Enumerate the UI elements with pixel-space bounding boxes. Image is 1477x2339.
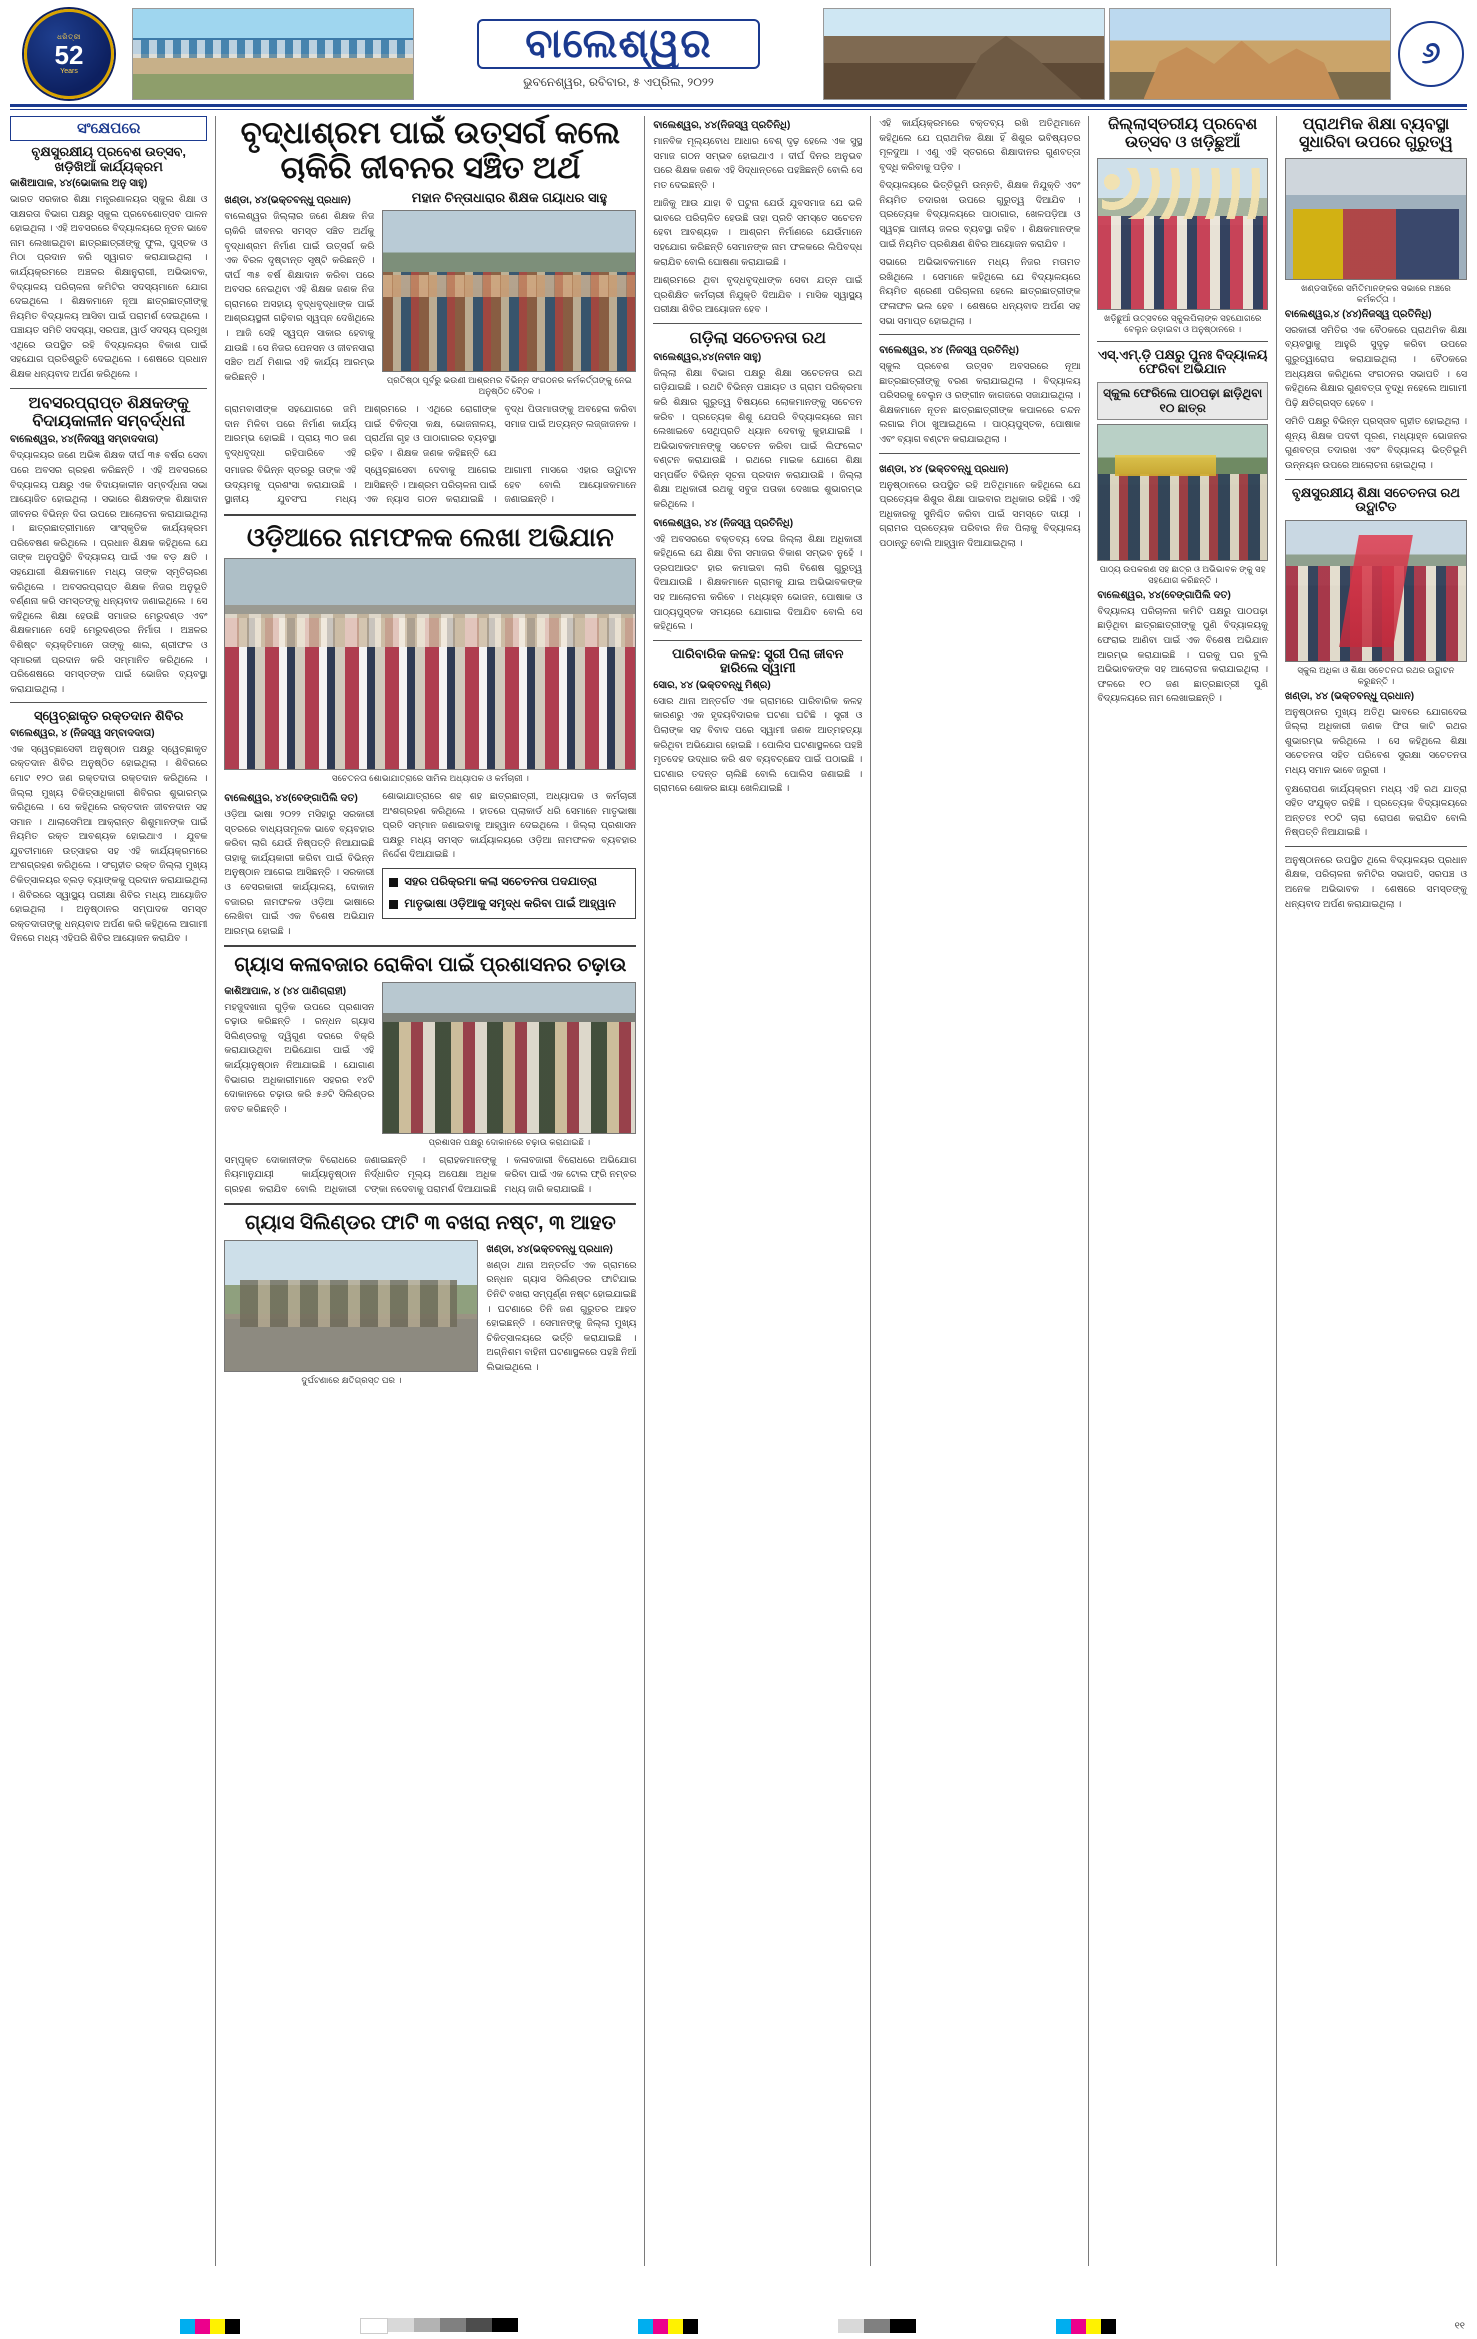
brief-2-headline: ଅବସରପ୍ରାପ୍ତ ଶିକ୍ଷକଙ୍କୁ ବିଦାୟକାଳୀନ ସମ୍ବର୍ଦ୍ଧନା xyxy=(28,394,189,430)
column-rule xyxy=(1276,116,1277,2266)
col6-panel-caption: ଖଣ୍ଡସାହିରେ ସମିତିମାନଙ୍କର ସଭାରେ ମଞ୍ଚରେ କର୍ମକର୍ତ୍ତା । xyxy=(1301,282,1451,304)
square-bullet-icon xyxy=(389,878,398,887)
column-rule xyxy=(870,116,871,2266)
color-swatches-mid xyxy=(638,2319,698,2334)
logo-sub-text: Years xyxy=(60,67,78,75)
col5-school-caption: ପାଠ୍ୟ ଉପକରଣ ସହ ଛାତ୍ର ଓ ଅଭିଭାବକ ଙ୍କୁ ସହ ସହଯୋଗ କରିଛନ୍ତି । xyxy=(1099,563,1266,585)
col4-top-text-c: ସଭାରେ ଅଭିଭାବକମାନେ ମଧ୍ୟ ନିଜର ମତାମତ ରଖିଥିଲେ । ସେମାନେ କହିଥିଲେ ଯେ ବିଦ୍ୟାଳୟରେ ନିୟମିତ ଶ୍ରେଣୀ ପରିଚାଳନା ହେଲେ ଛାତ୍ରଛାତ୍ରୀଙ୍କ ଫଳାଫଳ ଭଲ ହେବ । ଶେଷରେ ଧନ୍ୟବାଦ ଅର୍ପଣ ସହ ସଭା ସମାପ୍ତ ହୋଇଥିଲା । xyxy=(879,256,1081,326)
bullet-text: ମାତୃଭାଷା ଓଡ଼ିଆକୁ ସମୃଦ୍ଧ କରିବା ପାଇଁ ଆହ୍ୱାନ xyxy=(404,897,616,910)
col6-ribbon-text-b: ବୃକ୍ଷରୋପଣ କାର୍ଯ୍ୟକ୍ରମ ମଧ୍ୟ ଏହି ରଥ ଯାତ୍ରା ସହିତ ସଂଯୁକ୍ତ ରହିଛି । ପ୍ରତ୍ୟେକ ବିଦ୍ୟାଳୟରେ ଅନ୍ତତଃ ୧୦ଟି ଚାରା ରୋପଣ କରାଯିବ ବୋଲି ନିଷ୍ପତ୍ତି ନିଆଯାଇଛି । xyxy=(1284,782,1467,838)
col3-mid-headline: ଗଡ଼ିଲା ସଚେତନତା ରଥ xyxy=(689,329,826,347)
col3-mid2-byline: ବାଲେଶ୍ୱର, ୪୪ (ନିଜସ୍ୱ ପ୍ରତିନିଧି) xyxy=(653,517,794,529)
column-six xyxy=(1285,116,1467,2266)
lead-photo xyxy=(382,210,636,372)
section3-photo xyxy=(382,982,636,1134)
content-grid xyxy=(10,116,1467,2266)
print-registration-footer xyxy=(0,2313,1477,2339)
masthead-photo-hill xyxy=(823,8,1105,100)
divider xyxy=(1097,341,1268,342)
square-bullet-icon xyxy=(389,900,398,909)
masthead-center xyxy=(418,8,819,100)
col4-low-byline: ଖଣ୍ଡା, ୪୪ (ଭକ୍ତବନ୍ଧୁ ପ୍ରଧାନ) xyxy=(879,463,1009,475)
col3-low-byline: ସୋର, ୪୪ (ଭକ୍ତବନ୍ଧୁ ମିଶ୍ର) xyxy=(653,679,771,691)
lead-text-b: ଗ୍ରାମବାସୀଙ୍କ ସହଯୋଗରେ ଜମି ଦାନ ମିଳିବା ପରେ ନିର୍ମାଣ କାର୍ଯ୍ୟ ଆରମ୍ଭ ହୋଇଛି । ପ୍ରାୟ ୩୦ ଜଣ ବୃଦ୍ଧବୃଦ୍ଧା ରହିପାରିବେ ଏହି ଆଶ୍ରମରେ । ଏଥିରେ ରୋଗୀଙ୍କ ପାଇଁ ଚିକିତ୍ସା କକ୍ଷ, ଭୋଜନାଳୟ, ପ୍ରାର୍ଥନା ଗୃହ ଓ ପାଠାଗାରର ବ୍ୟବସ୍ଥା ରହିବ । ଶିକ୍ଷକ ଜଣକ କହିଛନ୍ତି ଯେ ବୃଦ୍ଧ ପିତାମାତାଙ୍କୁ ଅବହେଳା କରିବା ସମାଜ ପାଇଁ ଅତ୍ୟନ୍ତ ଲଜ୍ଜାଜନକ । xyxy=(224,402,637,458)
section2-text-a: ଓଡ଼ିଆ ଭାଷା ୨୦୨୨ ମସିହାରୁ ସରକାରୀ ସ୍ତରରେ ବାଧ୍ୟତାମୂଳକ ଭାବେ ବ୍ୟବହାର କରିବା ଲାଗି ଯେଉଁ ନିଷ୍ପତ୍ତି ନିଆଯାଇଛି ତାହାକୁ କାର୍ଯ୍ୟକାରୀ କରିବା ପାଇଁ ବିଭିନ୍ନ ଅନୁଷ୍ଠାନ ଆଗେଇ ଆସିଛନ୍ତି । ସରକାରୀ ଓ ବେସରକାରୀ କାର୍ଯ୍ୟାଳୟ, ଦୋକାନ ବଜାରର ନାମଫଳକ ଓଡ଼ିଆ ଭାଷାରେ ଲେଖିବା ପାଇଁ ଏକ ବିଶେଷ ଅଭିଯାନ ଆରମ୍ଭ ହୋଇଛି । xyxy=(224,808,375,936)
col6-ribbon-photo xyxy=(1285,520,1467,662)
brief-3-text: ଏକ ସ୍ୱେଚ୍ଛାସେବୀ ଅନୁଷ୍ଠାନ ପକ୍ଷରୁ ସ୍ୱେଚ୍ଛାକୃତ ରକ୍ତଦାନ ଶିବିର ଅନୁଷ୍ଠିତ ହୋଇଥିଲା । ଶିବିରରେ ମୋଟ ୧୨୦ ଜଣ ରକ୍ତଦାତା ରକ୍ତଦାନ କରିଥିଲେ । ଜିଲ୍ଲା ମୁଖ୍ୟ ଚିକିତ୍ସାଧିକାରୀ ଶିବିରର ଶୁଭାରମ୍ଭ କରିଥିଲେ । ସେ କହିଥିଲେ ରକ୍ତଦାନ ଜୀବନଦାନ ସହ ସମାନ । ଥାଲାସେମିଆ ଆକ୍ରାନ୍ତ ଶିଶୁମାନଙ୍କ ପାଇଁ ନିୟମିତ ରକ୍ତ ଆବଶ୍ୟକ ହୋଇଥାଏ । ଯୁବକ ଯୁବତୀମାନେ ଉତ୍ସାହର ସହ ଏହି କାର୍ଯ୍ୟକ୍ରମରେ ଅଂଶଗ୍ରହଣ କରିଥିଲେ । ସଂଗୃହୀତ ରକ୍ତ ଜିଲ୍ଲା ମୁଖ୍ୟ ଚିକିତ୍ସାଳୟର ବ୍ଲଡ଼ ବ୍ୟାଙ୍କକୁ ପ୍ରଦାନ କରାଯାଇଥିଲା । ଶିବିରରେ ସ୍ୱାସ୍ଥ୍ୟ ପରୀକ୍ଷା ଶିବିର ମଧ୍ୟ ଆୟୋଜିତ ହୋଇଥିଲା । ଅନୁଷ୍ଠାନର ସମ୍ପାଦକ ସମସ୍ତ ରକ୍ତଦାତାଙ୍କୁ ଧନ୍ୟବାଦ ଅର୍ପଣ କରି କହିଥିଲେ ଆଗାମୀ ଦିନରେ ମଧ୍ୟ ଏହିପରି ଶିବିର ଆୟୋଜନ କରାଯିବ । xyxy=(10,742,208,944)
col4-top-text-a: ଏହି କାର୍ଯ୍ୟକ୍ରମରେ ବକ୍ତବ୍ୟ ରଖି ଅତିଥିମାନେ କହିଥିଲେ ଯେ ପ୍ରାଥମିକ ଶିକ୍ଷା ହିଁ ଶିଶୁର ଭବିଷ୍ୟତର ମୂଳଦୁଆ । ଏଣୁ ଏହି ସ୍ତରରେ ଶିକ୍ଷାଦାନର ଗୁଣବତ୍ତା ବୃଦ୍ଧି କରିବାକୁ ପଡ଼ିବ । xyxy=(879,117,1081,172)
color-swatches-right xyxy=(1056,2319,1116,2334)
column-three xyxy=(653,116,862,2266)
col6-byline: ବାଲେଶ୍ୱର,୪ (୪୪)ନିଜସ୍ୱ ପ୍ରତିନିଧି) xyxy=(1284,308,1432,320)
masthead-rule-thin xyxy=(10,109,1467,110)
col5-head-right: ଜିଲ୍ଲାସ୍ତରୀୟ ପ୍ରବେଶ ଉତ୍ସବ ଓ ଖଡ଼ିଛୁଆଁ xyxy=(1108,116,1258,151)
divider xyxy=(879,334,1080,335)
column-lead xyxy=(224,116,636,2266)
divider xyxy=(879,453,1080,454)
section2-caption: ସଚେତନତା ଶୋଭାଯାତ୍ରାରେ ସାମିଲ ଅଧ୍ୟାପକ ଓ କର୍ମଚାରୀ । xyxy=(331,773,529,784)
col5-school-subhead: ସ୍କୁଲ ଫେରିଲେ ପାଠପଢ଼ା ଛାଡ଼ିଥିବା ୧୦ ଛାତ୍ର xyxy=(1097,382,1268,420)
lead-photo-head: ମହାନ ଚିନ୍ତାଧାରାର ଶିକ୍ଷକ ଗୟାଧର ସାହୁ xyxy=(411,190,608,206)
lead-text-c: ସମାଜର ବିଭିନ୍ନ ସ୍ତରରୁ ତାଙ୍କ ଏହି ଉଦ୍ୟମକୁ ପ୍ରଶଂସା କରାଯାଉଛି । ସ୍ଥାନୀୟ ଯୁବସଂଘ ମଧ୍ୟ ସ୍ୱେଚ୍ଛାସେବା ଦେବାକୁ ଆଗେଇ ଆସିଛନ୍ତି । ଆଶ୍ରମ ପରିଚାଳନା ପାଇଁ ଏକ ନ୍ୟାସ ଗଠନ କରାଯାଇଛି । ଆଗାମୀ ମାସରେ ଏହାର ଉଦ୍ଘାଟନ ହେବ ବୋଲି ଆୟୋଜକମାନେ ଜଣାଇଛନ୍ତି । xyxy=(224,464,637,505)
bullet-text: ସହର ପରିକ୍ରମା କଲା ସଚେତନତା ପଦଯାତ୍ରା xyxy=(404,876,597,889)
col6-ribbon-caption: ସ୍କୁଲ ଅଧିକା ଓ ଶିକ୍ଷା ସଚେତନତା ରଥର ଉଦ୍ଘାଟନ କରୁଛନ୍ତି । xyxy=(1297,664,1455,686)
brief-3-byline: ବାଲେଶ୍ୱର, ୪ (ନିଜସ୍ୱ ସମ୍ବାଦଦାତା) xyxy=(10,727,155,739)
masthead-photo-temple xyxy=(1109,8,1391,100)
col5-bottom-headline: ଏସ୍.ଏମ୍.ଡ଼ି ପକ୍ଷରୁ ପୁନଃ ବିଦ୍ୟାଳୟ ଫେରିବା ଅଭିଯାନ xyxy=(1097,346,1268,377)
section4-text: ଖଣ୍ଡା ଥାନା ଅନ୍ତର୍ଗତ ଏକ ଗ୍ରାମରେ ରନ୍ଧନ ଗ୍ୟାସ ସିଲିଣ୍ଡର ଫାଟିଯାଇ ତିନିଟି ବଖରା ସମ୍ପୂର୍ଣ୍ଣ ନଷ୍ଟ ହୋଇଯାଇଛି । ଘଟଣାରେ ତିନି ଜଣ ଗୁରୁତର ଆହତ ହୋଇଛନ୍ତି । ସେମାନଙ୍କୁ ଜିଲ୍ଲା ମୁଖ୍ୟ ଚିକିତ୍ସାଳୟରେ ଭର୍ତ୍ତି କରାଯାଇଛି । ଅଗ୍ନିଶମ ବାହିନୀ ଘଟଣାସ୍ଥଳରେ ପହଞ୍ଚି ନିଆଁ ଲିଭାଇଥିଲେ । xyxy=(486,1258,637,1372)
col5-bottom-text: ବିଦ୍ୟାଳୟ ପରିଚାଳନା କମିଟି ପକ୍ଷରୁ ପାଠପଢ଼ା ଛାଡ଼ିଥିବା ଛାତ୍ରଛାତ୍ରୀଙ୍କୁ ପୁଣି ବିଦ୍ୟାଳୟକୁ ଫେରାଇ ଆଣିବା ପାଇଁ ଏକ ବିଶେଷ ଅଭିଯାନ ଆରମ୍ଭ କରାଯାଇଛି । ଘରକୁ ଘର ବୁଲି ଅଭିଭାବକଙ୍କ ସହ ଆଲୋଚନା କରାଯାଇଥିଲା । ଫଳରେ ୧୦ ଜଣ ଛାତ୍ରଛାତ୍ରୀ ପୁଣି ବିଦ୍ୟାଳୟରେ ନାମ ଲେଖାଇଛନ୍ତି । xyxy=(1097,604,1268,704)
logo-top-text: ଧରିତ୍ରୀ xyxy=(57,33,81,41)
grey-scale-strip-2 xyxy=(838,2319,916,2333)
col3-top-text-c: ଆଶ୍ରମରେ ଥିବା ବୃଦ୍ଧବୃଦ୍ଧାଙ୍କ ସେବା ଯତ୍ନ ପାଇଁ ପ୍ରଶିକ୍ଷିତ କର୍ମଚାରୀ ନିଯୁକ୍ତି ଦିଆଯିବ । ମାସିକ ସ୍ୱାସ୍ଥ୍ୟ ପରୀକ୍ଷା ଶିବିର ଆୟୋଜନ ହେବ । xyxy=(653,274,863,315)
logo-anniversary-number: 52 xyxy=(54,39,84,70)
divider xyxy=(224,1203,636,1205)
footer-page-mark: ୧୧ xyxy=(1454,2320,1465,2332)
briefs-section-head: ସଂକ୍ଷେପରେ xyxy=(10,116,207,141)
section3-headline: ଗ୍ୟାସ କଳାବଜାର ରୋକିବା ପାଇଁ ପ୍ରଶାସନର ଚଢ଼ାଉ xyxy=(234,954,627,977)
column-briefs xyxy=(10,116,207,2266)
col5-balloon-caption: ଖଡ଼ିଛୁଆଁ ଉତ୍ସବରେ ସ୍କୁଲପିଲାଙ୍କ ସହଯୋଗରେ ବେଲୁନ ଉଡ଼ାଇବା ଓ ଅନୁଷ୍ଠାନରେ । xyxy=(1103,312,1262,334)
divider xyxy=(224,514,636,516)
col6-panel-photo xyxy=(1285,158,1467,280)
col5-balloon-photo xyxy=(1097,158,1268,310)
brief-1-byline: କାଶିଆପାଳ, ୪୪(ଭୋକାଲ ଅନୁ ସାହୁ) xyxy=(10,178,148,190)
divider xyxy=(653,640,862,641)
col3-mid-byline: ବାଲେଶ୍ୱର,୪୪(ନବୀନ ସାହୁ) xyxy=(653,351,762,363)
col5-bottom-byline: ବାଲେଶ୍ୱର, ୪୪(ବେଙ୍ଗାପିଲି ଦତ) xyxy=(1097,589,1231,601)
col6-bottom-text: ଅନୁଷ୍ଠାନରେ ଉପସ୍ଥିତ ଥିଲେ ବିଦ୍ୟାଳୟର ପ୍ରଧାନ ଶିକ୍ଷକ, ପରିଚାଳନା କମିଟିର ସଭାପତି, ସରପଞ୍ଚ ଓ ଅନେକ ଅଭିଭାବକ । ଶେଷରେ ସମସ୍ତଙ୍କୁ ଧନ୍ୟବାଦ ଅର୍ପଣ କରାଯାଇଥିଲା । xyxy=(1284,853,1467,909)
col3-mid2-text: ଏହି ଅବସରରେ ବକ୍ତବ୍ୟ ଦେଇ ଜିଲ୍ଲା ଶିକ୍ଷା ଅଧିକାରୀ କହିଥିଲେ ଯେ ଶିକ୍ଷା ବିନା ସମାଜର ବିକାଶ ସମ୍ଭବ ନୁହେଁ । ଡ୍ରପଆଉଟ ହାର କମାଇବା ଲାଗି ବିଶେଷ ଗୁରୁତ୍ୱ ଦିଆଯାଉଛି । ଶିକ୍ଷକମାନେ ଗ୍ରାମକୁ ଯାଇ ଅଭିଭାବକଙ୍କ ସହ ଆଲୋଚନା କରିବେ । ମଧ୍ୟାହ୍ନ ଭୋଜନ, ପୋଷାକ ଓ ପାଠ୍ୟପୁସ୍ତକ ସମୟରେ ଯୋଗାଇ ଦିଆଯିବ ବୋଲି ସେ କହିଥିଲେ । xyxy=(653,532,863,632)
section4-caption: ଦୁର୍ଘଟଣାରେ କ୍ଷତିଗ୍ରସ୍ତ ଘର । xyxy=(301,1374,402,1385)
section2-text-b: ଶୋଭାଯାତ୍ରାରେ ଶହ ଶହ ଛାତ୍ରଛାତ୍ରୀ, ଅଧ୍ୟାପକ ଓ କର୍ମଚାରୀ ଅଂଶଗ୍ରହଣ କରିଥିଲେ । ହାତରେ ପ୍ଲାକାର୍ଡ ଧରି ସେମାନେ ମାତୃଭାଷା ପ୍ରତି ସମ୍ମାନ ଜଣାଇବାକୁ ଆହ୍ୱାନ ଦେଇଥିଲେ । ଜିଲ୍ଲା ପ୍ରଶାସନ ପକ୍ଷରୁ ମଧ୍ୟ ସମସ୍ତ କାର୍ଯ୍ୟାଳୟରେ ଓଡ଼ିଆ ନାମଫଳକ ବ୍ୟବହାର ନିର୍ଦ୍ଦେଶ ଦିଆଯାଇଛି । xyxy=(382,790,637,860)
divider xyxy=(10,388,207,389)
section4-photo xyxy=(224,1240,478,1372)
col6-ribbon-headline: ବୃକ୍ଷସୁରକ୍ଷୀୟ ଶିକ୍ଷା ସଚେତନତା ରଥ ଉଦ୍ଘାଟିତ xyxy=(1291,484,1460,515)
col3-top-text-a: ମାନବିକ ମୂଲ୍ୟବୋଧ ଆଧାର ବେଶ୍ ଦୃଢ଼ ହେଲେ ଏକ ସୁସ୍ଥ ସମାଜ ଗଠନ ସମ୍ଭବ ହୋଇଥାଏ । ଦୀର୍ଘ ଦିନର ଅନୁଭବ ପରେ ଶିକ୍ଷକ ଜଣକ ଏହି ସିଦ୍ଧାନ୍ତରେ ପହଞ୍ଚିଛନ୍ତି ବୋଲି ସେ ମତ ଦେଇଛନ୍ତି । xyxy=(653,135,863,190)
brief-2-byline: ବାଲେଶ୍ୱର, ୪୪(ନିଜସ୍ୱ ସମ୍ବାଦଦାତା) xyxy=(10,434,159,446)
divider xyxy=(224,945,636,947)
section2-byline: ବାଲେଶ୍ୱର, ୪୪(ବେଙ୍ଗାପିଲି ଦତ) xyxy=(224,793,358,805)
masthead xyxy=(10,8,1467,100)
col5-school-photo xyxy=(1097,424,1268,561)
grey-scale-strip xyxy=(360,2318,518,2334)
column-four xyxy=(879,116,1080,2266)
column-rule xyxy=(215,116,216,2266)
divider xyxy=(653,323,862,324)
col6-text-b: ସମିତି ପକ୍ଷରୁ ବିଭିନ୍ନ ପ୍ରସ୍ତାବ ଗୃହୀତ ହୋଇଥିଲା । ଶୂନ୍ୟ ଶିକ୍ଷକ ପଦବୀ ପୂରଣ, ମଧ୍ୟାହ୍ନ ଭୋଜନର ଗୁଣବତ୍ତା ତଦାରଖ ଏବଂ ବିଦ୍ୟାଳୟ ଭିତ୍ତିଭୂମି ଉନ୍ନୟନ ଉପରେ ଆଲୋଚନା ହୋଇଥିଲା । xyxy=(1284,415,1467,471)
col6-head: ପ୍ରାଥମିକ ଶିକ୍ଷା ବ୍ୟବସ୍ଥା ସୁଧାରିବା ଉପରେ ଗୁରୁତ୍ୱ xyxy=(1299,116,1453,151)
section2-photo xyxy=(224,558,636,770)
section4-byline: ଖଣ୍ଡା, ୪୪(ଭକ୍ତବନ୍ଧୁ ପ୍ରଧାନ) xyxy=(486,1243,613,1255)
brief-2-text: ବିଦ୍ୟାଳୟର ଜଣେ ଅଭିଜ୍ଞ ଶିକ୍ଷକ ଦୀର୍ଘ ୩୫ ବର୍ଷର ସେବା ପରେ ଅବସର ଗ୍ରହଣ କରିଛନ୍ତି । ଏହି ଅବସରରେ ବିଦ୍ୟାଳୟ ପକ୍ଷରୁ ଏକ ବିଦାୟକାଳୀନ ସମ୍ବର୍ଦ୍ଧନା ସଭା ଆୟୋଜିତ ହୋଇଥିଲା । ସଭାରେ ଶିକ୍ଷକଙ୍କ ଶିକ୍ଷାଦାନ ଜୀବନର ବିଭିନ୍ନ ଦିଗ ଉପରେ ଆଲୋଚନା କରାଯାଇଥିଲା । ଛାତ୍ରଛାତ୍ରୀମାନେ ସାଂସ୍କୃତିକ କାର୍ଯ୍ୟକ୍ରମ ପରିବେଷଣ କରିଥିଲେ । ପ୍ରଧାନ ଶିକ୍ଷକ କହିଥିଲେ ଯେ ତାଙ୍କ ଅନୁପସ୍ଥିତି ବିଦ୍ୟାଳୟ ପାଇଁ ଏକ ବଡ଼ କ୍ଷତି । ସହଯୋଗୀ ଶିକ୍ଷକମାନେ ମଧ୍ୟ ତାଙ୍କ ସ୍ମୃତିଚାରଣ କରିଥିଲେ । ଅବସରପ୍ରାପ୍ତ ଶିକ୍ଷକ ନିଜର ଅନୁଭୂତି ବର୍ଣ୍ଣନା କରି ସମସ୍ତଙ୍କୁ ଧନ୍ୟବାଦ ଜଣାଇଥିଲେ । ସେ କହିଥିଲେ ଶିକ୍ଷା ହେଉଛି ସମାଜର ମେରୁଦଣ୍ଡ ଏବଂ ଶିକ୍ଷକମାନେ ସେହି ମେରୁଦଣ୍ଡର ନିର୍ମାତା । ଅଞ୍ଚଳର ବିଶିଷ୍ଟ ବ୍ୟକ୍ତିମାନେ ତାଙ୍କୁ ଶାଲ, ଶ୍ରୀଫଳ ଓ ସ୍ମାରକୀ ପ୍ରଦାନ କରି ସମ୍ମାନିତ କରିଥିଲେ । ପରିଶେଷରେ ସମସ୍ତଙ୍କ ପାଇଁ ଭୋଜିର ବ୍ୟବସ୍ଥା କରାଯାଇଥିଲା । xyxy=(10,449,208,694)
section3-caption: ପ୍ରଶାସନ ପକ୍ଷରୁ ଦୋକାନରେ ଚଢ଼ାଉ କରାଯାଇଛି । xyxy=(428,1136,591,1147)
section2-headline: ଓଡ଼ିଆରେ ନାମଫଳକ ଲେଖା ଅଭିଯାନ xyxy=(246,522,614,553)
col6-text-a: ସରକାରୀ ସମିତିର ଏକ ବୈଠକରେ ପ୍ରାଥମିକ ଶିକ୍ଷା ବ୍ୟବସ୍ଥାକୁ ଆହୁରି ସୁଦୃଢ଼ କରିବା ଉପରେ ଗୁରୁତ୍ୱାରୋପ କରାଯାଇଥିଲା । ବୈଠକରେ ଅଧ୍ୟକ୍ଷତା କରିଥିଲେ ସଂଗଠନର ସଭାପତି । ସେ କହିଥିଲେ ଶିକ୍ଷାର ଗୁଣବତ୍ତା ବୃଦ୍ଧି ନହେଲେ ଆଗାମୀ ପିଢ଼ି କ୍ଷତିଗ୍ରସ୍ତ ହେବେ । xyxy=(1284,323,1467,408)
section3-text-a: ମହଜୁଦଖାନା ଗୁଡ଼ିକ ଉପରେ ପ୍ରଶାସନ ଚଢ଼ାଉ କରିଛନ୍ତି । ରନ୍ଧନ ଗ୍ୟାସ ସିଲିଣ୍ଡରକୁ ଦ୍ୱିଗୁଣ ଦରରେ ବିକ୍ରି କରାଯାଉଥିବା ଅଭିଯୋଗ ପାଇଁ ଏହି କାର୍ଯ୍ୟାନୁଷ୍ଠାନ ନିଆଯାଇଛି । ଯୋଗାଣ ବିଭାଗର ଅଧିକାରୀମାନେ ସହରର ୧୪ଟି ଦୋକାନରେ ଚଢ଼ାଉ କରି ୫୬ଟି ସିଲିଣ୍ଡର ଜବତ କରିଛନ୍ତି । xyxy=(224,1000,375,1114)
dateline: ଭୁବନେଶ୍ୱର, ରବିବାର, ୫ ଏପ୍ରିଲ, ୨୦୨୨ xyxy=(523,74,714,89)
brief-1-text: ଭାରତ ସରକାର ଶିକ୍ଷା ମନ୍ତ୍ରଣାଳୟର ସ୍କୁଲ ଶିକ୍ଷା ଓ ସାକ୍ଷରତା ବିଭାଗ ପକ୍ଷରୁ ସ୍କୁଲ ପ୍ରବେଶୋତ୍ସବ ପାଳନ ହୋଇଥିଲା । ଏହି ଅବସରରେ ବିଦ୍ୟାଳୟରେ ନୂତନ ଭାବେ ନାମ ଲେଖାଇଥିବା ଛାତ୍ରଛାତ୍ରୀଙ୍କୁ ଫୁଲ, ପୁସ୍ତକ ଓ ମିଠା ପ୍ରଦାନ କରି ସ୍ୱାଗତ କରାଯାଇଥିଲା । କାର୍ଯ୍ୟକ୍ରମରେ ଅଞ୍ଚଳର ଶିକ୍ଷାନୁରାଗୀ, ଅଭିଭାବକ, ବିଦ୍ୟାଳୟ ପରିଚାଳନା କମିଟିର ସଦସ୍ୟମାନେ ଯୋଗ ଦେଇଥିଲେ । ଶିକ୍ଷକମାନେ ନୂଆ ଛାତ୍ରଛାତ୍ରୀଙ୍କୁ ନିୟମିତ ବିଦ୍ୟାଳୟ ଆସିବା ପାଇଁ ପରାମର୍ଶ ଦେଇଥିଲେ । ପଞ୍ଚାୟତ ସମିତି ସଦସ୍ୟା, ସରପଞ୍ଚ, ୱାର୍ଡ ସଦସ୍ୟ ପ୍ରମୁଖ ଏଥିରେ ଉପସ୍ଥିତ ରହି ବିଦ୍ୟାଳୟର ବିକାଶ ପାଇଁ ସହଯୋଗ ପ୍ରତିଶ୍ରୁତି ଦେଇଥିଲେ । ଶେଷରେ ପ୍ରଧାନ ଶିକ୍ଷକ ଧନ୍ୟବାଦ ଅର୍ପଣ କରିଥିଲେ । xyxy=(10,193,208,380)
page-number-wrap xyxy=(1395,8,1467,100)
divider xyxy=(1285,846,1467,847)
divider xyxy=(1285,479,1467,480)
col4-mid-text: ସ୍କୁଲ ପ୍ରବେଶ ଉତ୍ସବ ଅବସରରେ ନୂଆ ଛାତ୍ରଛାତ୍ରୀଙ୍କୁ ବରଣ କରାଯାଇଥିଲା । ବିଦ୍ୟାଳୟ ପରିସରକୁ ବେଲୁନ ଓ ରଙ୍ଗୀନ କାଗଜରେ ସଜାଯାଇଥିଲା । ଶିକ୍ଷକମାନେ ନୂତନ ଛାତ୍ରଛାତ୍ରୀଙ୍କ କପାଳରେ ଚନ୍ଦନ ଲଗାଇ ମିଠା ଖୁଆଇଥିଲେ । ପାଠ୍ୟପୁସ୍ତକ, ପୋଷାକ ଏବଂ ବ୍ୟାଗ ବଣ୍ଟନ କରାଯାଇଥିଲା । xyxy=(879,360,1081,444)
section3-text-b: ସମ୍ପୃକ୍ତ ଦୋକାନୀଙ୍କ ବିରୋଧରେ ନିୟମାନୁଯାୟୀ କାର୍ଯ୍ୟାନୁଷ୍ଠାନ ଗ୍ରହଣ କରାଯିବ ବୋଲି ଅଧିକାରୀ ଜଣାଇଛନ୍ତି । ଗ୍ରାହକମାନଙ୍କୁ ନିର୍ଦ୍ଧାରିତ ମୂଲ୍ୟ ଅପେକ୍ଷା ଅଧିକ ଟଙ୍କା ନଦେବାକୁ ପରାମର୍ଶ ଦିଆଯାଇଛି । କଳାବଜାରୀ ବିରୋଧରେ ଅଭିଯୋଗ କରିବା ପାଇଁ ଏକ ଟୋଲ ଫ୍ରି ନମ୍ବର ମଧ୍ୟ ଜାରି କରାଯାଇଛି । xyxy=(224,1153,637,1194)
bullet-item xyxy=(389,897,629,912)
col3-top-text-b: ଆଜିକୁ ଆଉ ଯାହା ବି ଘଟୁନା ଯେଉଁ ଯୁବସମାଜ ଯେ ଭଳି ଭାବରେ ପରିଚାଳିତ ହେଉଛି ତାହା ପ୍ରତି ସମସ୍ତେ ସଚେତନ ହେବା ଆବଶ୍ୟକ । ଆଶ୍ରମ ନିର୍ମାଣରେ ଯେଉଁମାନେ ସହଯୋଗ କରିଛନ୍ତି ସେମାନଙ୍କ ନାମ ଫଳକରେ ଲିପିବଦ୍ଧ କରାଯିବ ବୋଲି ଘୋଷଣା କରାଯାଇଛି । xyxy=(653,197,863,267)
col4-top-text-b: ବିଦ୍ୟାଳୟରେ ଭିତ୍ତିଭୂମି ଉନ୍ନତି, ଶିକ୍ଷକ ନିଯୁକ୍ତି ଏବଂ ନିୟମିତ ତଦାରଖ ଉପରେ ଗୁରୁତ୍ୱ ଦିଆଯିବ । ପ୍ରତ୍ୟେକ ବିଦ୍ୟାଳୟରେ ପାଠାଗାର, ଖେଳପଡ଼ିଆ ଓ ସ୍ୱଚ୍ଛ ପାନୀୟ ଜଳର ବ୍ୟବସ୍ଥା ରହିବ । ଶିକ୍ଷକମାନଙ୍କ ପାଇଁ ନିୟମିତ ପ୍ରଶିକ୍ଷଣ ଶିବିର ଆୟୋଜନ କରାଯିବ । xyxy=(879,179,1081,249)
col3-low-text: ସୋର ଥାନା ଅନ୍ତର୍ଗତ ଏକ ଗ୍ରାମରେ ପାରିବାରିକ କଳହ କାରଣରୁ ଏକ ହୃଦୟବିଦାରକ ଘଟଣା ଘଟିଛି । ସ୍ତ୍ରୀ ଓ ପିଲାଙ୍କ ସହ ବିବାଦ ପରେ ସ୍ୱାମୀ ଜଣକ ଆତ୍ମହତ୍ୟା କରିଥିବା ଅଭିଯୋଗ ହୋଇଛି । ପୋଲିସ ଘଟଣାସ୍ଥଳରେ ପହଞ୍ଚି ମୃତଦେହ ଉଦ୍ଧାର କରି ଶବ ବ୍ୟବଚ୍ଛେଦ ପାଇଁ ପଠାଇଛି । ଘଟଣାର ତଦନ୍ତ ଚାଲିଛି ବୋଲି ପୋଲିସ ଜଣାଇଛି । ଗ୍ରାମରେ ଶୋକର ଛାୟା ଖେଳିଯାଇଛି । xyxy=(653,694,863,794)
col6-ribbon-text-a: ଅନୁଷ୍ଠାନର ମୁଖ୍ୟ ଅତିଥି ଭାବରେ ଯୋଗଦେଇ ଜିଲ୍ଲା ଅଧିକାରୀ ଜଣକ ଫିତା କାଟି ରଥର ଶୁଭାରମ୍ଭ କରିଥିଲେ । ସେ କହିଥିଲେ ଶିକ୍ଷା ସଚେତନତା ସହିତ ପରିବେଶ ସୁରକ୍ଷା ସଚେତନତା ମଧ୍ୟ ସମାନ ଭାବେ ଜରୁରୀ । xyxy=(1284,705,1467,775)
column-rule xyxy=(644,116,645,2266)
brief-3-headline: ସ୍ୱେଚ୍ଛାକୃତ ରକ୍ତଦାନ ଶିବିର xyxy=(34,708,184,724)
edition-title: ବାଲେଶ୍ୱର xyxy=(525,21,712,66)
section4-headline: ଗ୍ୟାସ ସିଲିଣ୍ଡର ଫାଟି ୩ ବଖରା ନଷ୍ଟ, ୩ ଆହତ xyxy=(245,1212,616,1235)
col4-low-text: ଅନୁଷ୍ଠାନରେ ଉପସ୍ଥିତ ରହି ଅତିଥିମାନେ କହିଥିଲେ ଯେ ପ୍ରତ୍ୟେକ ଶିଶୁର ଶିକ୍ଷା ପାଇବାର ଅଧିକାର ରହିଛି । ଏହି ଅଧିକାରକୁ ସୁନିଶ୍ଚିତ କରିବା ପାଇଁ ସମସ୍ତେ ଦାୟୀ । ଗ୍ରାମର ପ୍ରତ୍ୟେକ ପରିବାର ନିଜ ପିଲାକୁ ବିଦ୍ୟାଳୟ ପଠାନ୍ତୁ ବୋଲି ଆହ୍ୱାନ ଦିଆଯାଇଥିଲା । xyxy=(879,478,1081,548)
col3-top-byline: ବାଲେଶ୍ୱର, ୪୪(ନିଜସ୍ୱ ପ୍ରତିନିଧି) xyxy=(653,120,791,131)
masthead-photo-beach xyxy=(132,8,414,100)
column-five xyxy=(1097,116,1268,2266)
col3-mid-text: ଜିଲ୍ଲା ଶିକ୍ଷା ବିଭାଗ ପକ୍ଷରୁ ଶିକ୍ଷା ସଚେତନତା ରଥ ଗଡ଼ିଯାଇଛି । ରଥଟି ବିଭିନ୍ନ ପଞ୍ଚାୟତ ଓ ଗ୍ରାମ ପରିକ୍ରମା କରି ଶିକ୍ଷାର ଗୁରୁତ୍ୱ ବିଷୟରେ ଲୋକମାନଙ୍କୁ ସଚେତନ କରିବ । ପ୍ରତ୍ୟେକ ଶିଶୁ ଯେପରି ବିଦ୍ୟାଳୟରେ ନାମ ଲେଖାଇବେ ସେଥିପ୍ରତି ଧ୍ୟାନ ଦେବାକୁ କୁହାଯାଇଛି । ଅଭିଭାବକମାନଙ୍କୁ ସଚେତନ କରିବା ପାଇଁ ଲିଫଲେଟ ବଣ୍ଟନ କରାଯାଉଛି । ରଥରେ ମାଇକ ଯୋଗେ ଶିକ୍ଷା ସମ୍ପର୍କିତ ବିଭିନ୍ନ ସୂଚନା ପ୍ରଦାନ କରାଯାଉଛି । ଜିଲ୍ଲା ଶିକ୍ଷା ଅଧିକାରୀ ରଥକୁ ସବୁଜ ପତାକା ଦେଖାଇ ଶୁଭାରମ୍ଭ କରିଥିଲେ । xyxy=(653,366,863,510)
col6-ribbon-byline: ଖଣ୍ଡା, ୪୪ (ଭକ୍ତବନ୍ଧୁ ପ୍ରଧାନ) xyxy=(1284,690,1415,702)
col4-mid-byline: ବାଲେଶ୍ୱର, ୪୪ (ନିଜସ୍ୱ ପ୍ରତିନିଧି) xyxy=(879,345,1019,357)
lead-photo-caption: ପ୍ରତିଷ୍ଠା ପୂର୍ବରୁ ଭଉଣୀ ଆଶ୍ରମର ବିଭିନ୍ନ ସଂଗଠନର କର୍ମକର୍ତ୍ତାଙ୍କୁ ନେଇ ଅନୁଷ୍ଠିତ ବୈଠକ । xyxy=(386,374,632,396)
column-rule xyxy=(1088,116,1089,2266)
page-number: ୬ xyxy=(1398,21,1464,87)
section2-bullets xyxy=(382,868,636,919)
lead-text-a: ବାଲେଶ୍ୱର ଜିଲ୍ଲାର ଜଣେ ଶିକ୍ଷକ ନିଜ ଚାକିରି ଜୀବନର ସମସ୍ତ ସଞ୍ଚିତ ଅର୍ଥକୁ ବୃଦ୍ଧାଶ୍ରମ ନିର୍ମାଣ ପାଇଁ ଉତ୍ସର୍ଗ କରି ଏକ ବିରଳ ଦୃଷ୍ଟାନ୍ତ ସୃଷ୍ଟି କରିଛନ୍ତି । ଦୀର୍ଘ ୩୫ ବର୍ଷ ଶିକ୍ଷାଦାନ କରିବା ପରେ ଅବସର ନେଇଥିବା ଏହି ଶିକ୍ଷକ ଜଣକ ନିଜ ଗ୍ରାମରେ ଅସହାୟ ବୃଦ୍ଧବୃଦ୍ଧାଙ୍କ ପାଇଁ ଆଶ୍ରୟସ୍ଥଳୀ ଗଢ଼ିବାର ସ୍ୱପ୍ନ ଦେଖିଥିଲେ । ଆଜି ସେହି ସ୍ୱପ୍ନ ସାକାର ହେବାକୁ ଯାଉଛି । ସେ ନିଜର ପେନସନ ଓ ଜୀବନସାରା ସଞ୍ଚିତ ଅର୍ଥ ମିଶାଇ ଏହି କାର୍ଯ୍ୟ ଆରମ୍ଭ କରିଛନ୍ତି । xyxy=(224,210,375,382)
col3-low-headline: ପାରିବାରିକ କଳହ: ସ୍ତ୍ରୀ ପିଲା ଜୀବନ ହାରିଲେ ସ୍ୱାମୀ xyxy=(672,645,844,676)
lead-headline: ବୃଦ୍ଧାଶ୍ରମ ପାଇଁ ଉତ୍ସର୍ଗ କଲେ ଚାକିରି ଜୀବନର ସଞ୍ଚିତ ଅର୍ଥ xyxy=(240,115,621,185)
lead-byline: ଖଣ୍ଡା, ୪୪(ଭକ୍ତବନ୍ଧୁ ପ୍ରଧାନ) xyxy=(224,195,351,207)
color-swatches-left xyxy=(180,2319,240,2334)
publication-logo xyxy=(10,8,128,100)
divider xyxy=(10,702,207,703)
masthead-rule-thick xyxy=(10,104,1467,107)
bullet-item xyxy=(389,875,629,890)
brief-1-headline: ବୃକ୍ଷସୁରକ୍ଷୀୟ ପ୍ରବେଶ ଉତ୍ସବ, ଖଡ଼ିଖିଆଁ କାର୍ଯ୍ୟକ୍ରମ xyxy=(31,144,187,174)
section3-byline: କାଶିଆପାଳ, ୪ (୪୪ ପାଣିଗ୍ରାହୀ) xyxy=(224,985,347,997)
